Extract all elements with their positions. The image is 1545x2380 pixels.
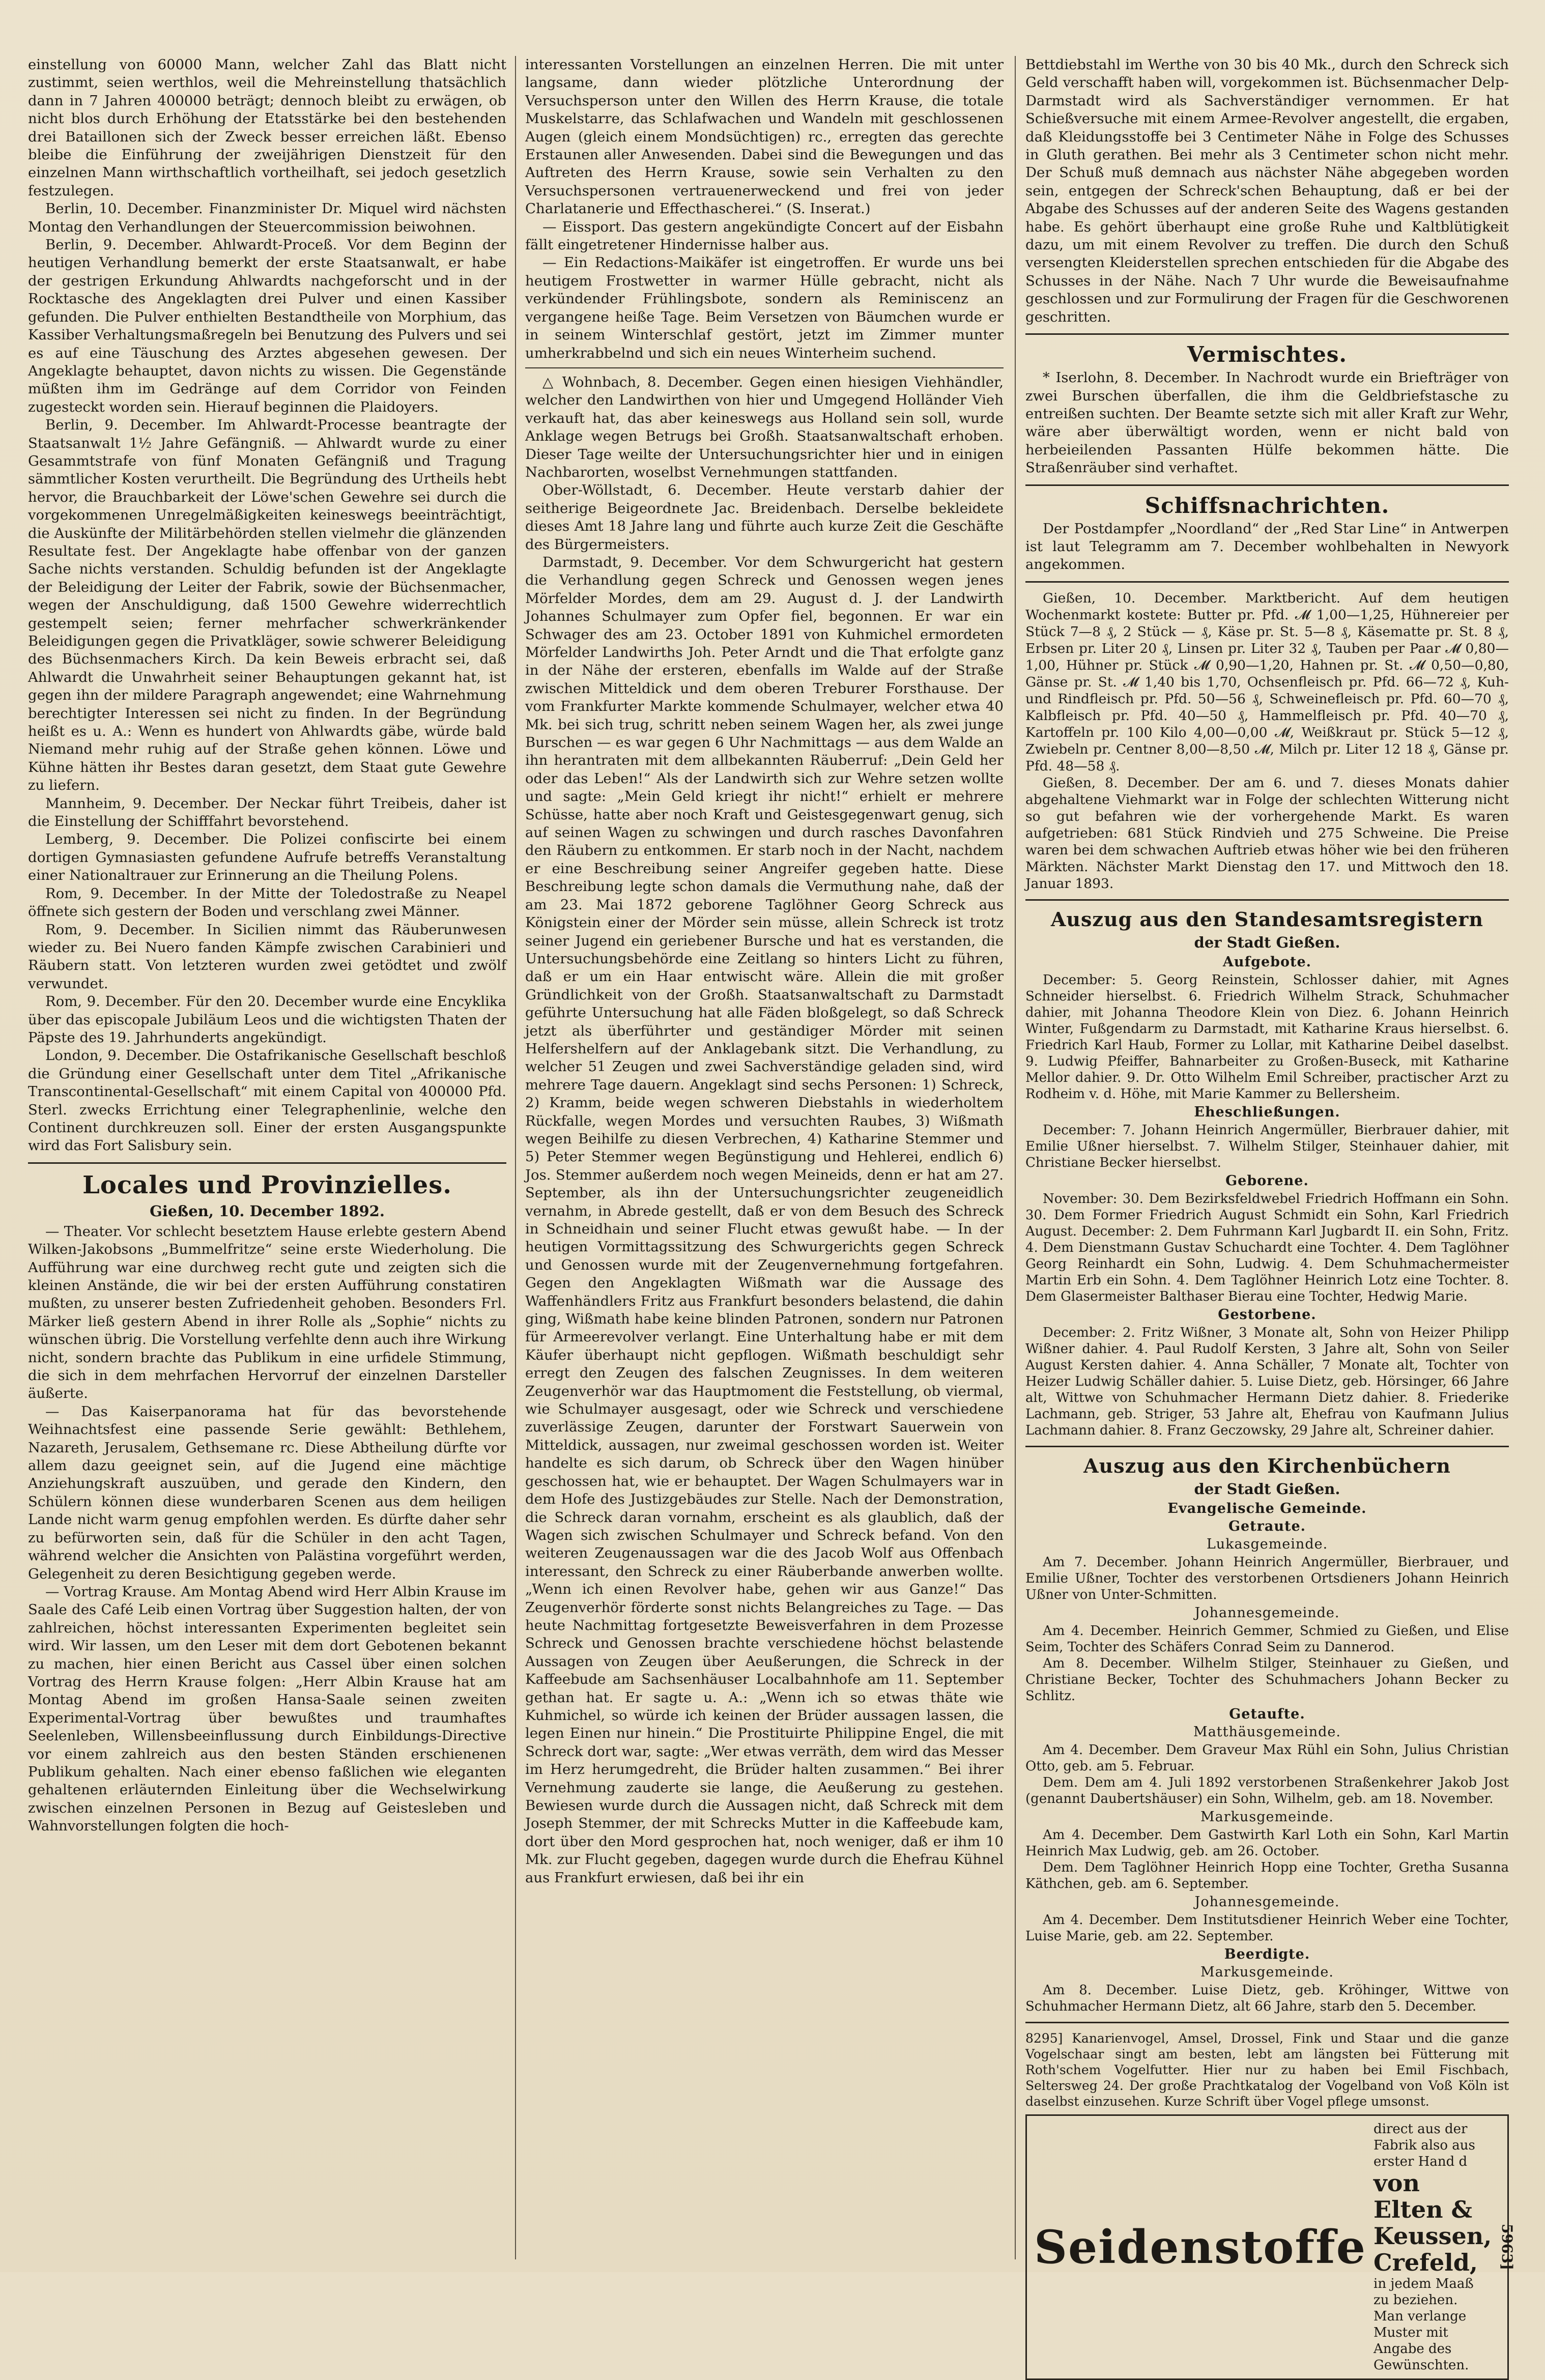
section-title-locales: Locales und Provinzielles. — [82, 1170, 452, 1199]
news-iserlohn: * Iserlohn, 8. December. In Nachrodt wurde ein Briefträger von zwei Burschen überfallen, die ihm die Geldbriefstasche zu entreißen suchten. Der Beamte setzte sich mit aller Kraft zur Wehr, wäre aber überwältigt worden, wenn er nicht bald von herbeieilenden Passanten Hülfe bekommen hätte. Die Straßenräuber sind verhaftet. — [1025, 369, 1509, 476]
section-divider — [1025, 581, 1509, 583]
heading-markusgemeinde: Markusgemeinde. — [1200, 1964, 1334, 1980]
kirch-entry: Am 4. December. Heinrich Gemmer, Schmied zu Gießen, und Elise Seim, Tochter des Schäfers Conrad Seim zu Dannerod. — [1025, 1623, 1509, 1655]
heading-getraute: Getraute. — [1228, 1518, 1306, 1534]
news-ober-woellstadt: Ober-Wöllstadt, 6. December. Heute verstarb dahier der seitherige Beigeordnete Jac. Breidenbach. Derselbe bekleidete dieses Amt 18 Jahre lang und führte auch kurze Zeit die Geschäfte des Bürgermeisters. — [525, 482, 1004, 553]
heading-getaufte: Getaufte. — [1229, 1706, 1305, 1722]
news-rom-2: Rom, 9. December. In Sicilien nimmt das Räuberunwesen wieder zu. Bei Nuero fanden Kämpfe zwischen Carabinieri und Räubern statt. Von letzteren wurden zwei getödtet und zwölf verwundet. — [28, 921, 506, 992]
dateline: Gießen, 10. December 1892. — [150, 1202, 385, 1220]
column-left — [28, 56, 506, 1836]
heading-eheschliessungen: Eheschließungen. — [1194, 1104, 1340, 1120]
kirch-entry: Am 4. December. Dem Gastwirth Karl Loth ein Sohn, Karl Martin Heinrich Max Ludwig, geb. am 26. October. — [1025, 1827, 1509, 1859]
heading-johannesgemeinde: Johannesgemeinde. — [1194, 1894, 1340, 1910]
kirch-entry: Dem. Dem am 4. Juli 1892 verstorbenen Straßenkehrer Jakob Jost (genannt Daubertshäuser) ein Sohn, Wilhelm, geb. am 18. November. — [1025, 1774, 1509, 1806]
news-maikaefer: — Ein Redactions-Maikäfer ist eingetroffen. Er wurde uns bei heutigem Frostwetter in warmer Hülle gebracht, nicht als verkündender Frühlingsbote, sondern als Reminiscenz an vergangene heiße Tage. Beim Versetzen von Bäumchen wurde er in seinem Winterschlaf gestört, jetzt im Zimmer munter umherkrabbelnd und sich ein neues Winterheim suchend. — [525, 254, 1004, 361]
article-paragraph: Bettdiebstahl im Werthe von 30 bis 40 Mk., durch den Schreck sich Geld verschafft haben will, vorgekommen ist. Büchsenmacher Delp-Darmstadt wird als Sachverständiger vernommen. Er hat Schießversuche mit einem Armee-Revolver angestellt, die ergaben, daß Kleidungsstoffe bei 3 Centimeter Nähe in Folge des Schusses in Gluth gerathen. Bei mehr als 3 Centimeter schon nicht mehr. Der Schuß muß demnach aus nächster Nähe abgegeben worden sein, entgegen der Schreck'schen Behauptung, daß er bei der Abgabe des Schusses auf der anderen Seite des Wagens gestanden habe. Es gehört überhaupt eine große Ruhe und Kaltblütigkeit dazu, um mit einem Revolver zu treffen. Die durch den Schuß versengten Kleiderstellen sprechen entschieden für die Abgabe des Schusses in der Nähe. Nach 7 Uhr wurde die Beweisaufnahme geschlossen und zur Formulirung der Fragen für die Geschworenen geschritten. — [1025, 56, 1509, 325]
subtitle: der Stadt Gießen. — [1194, 933, 1340, 951]
news-wohnbach: △ Wohnbach, 8. December. Gegen einen hiesigen Viehhändler, welcher den Landwirthen von hier und Umgegend Holländer Vieh verkauft hat, das aber keineswegs aus Holland sein soll, wurde Anklage wegen Betrugs bei Großh. Staatsanwaltschaft erhoben. Dieser Tage weilte der Untersuchungsrichter hier und in einigen Nachbarorten, woselbst Vernehmungen stattfanden. — [525, 374, 1004, 480]
divider — [525, 367, 1004, 368]
heading-beerdigte: Beerdigte. — [1224, 1946, 1310, 1962]
heading-gestorbene: Gestorbene. — [1218, 1306, 1317, 1323]
news-schiff: Der Postdampfer „Noordland“ der „Red Star Line“ in Antwerpen ist laut Telegramm am 7. December wohlbehalten in Newyork angekommen. — [1025, 520, 1509, 573]
heading-matthaeusgemeinde: Matthäusgemeinde. — [1193, 1724, 1341, 1740]
news-rom-3: Rom, 9. December. Für den 20. December wurde eine Encyklika über das episcopale Jubiläum Leos und die wichtigsten Thaten der Päpste des 19. Jahrhunderts angekündigt. — [28, 993, 506, 1046]
news-mannheim: Mannheim, 9. December. Der Neckar führt Treibeis, daher ist die Einstellung der Schifffahrt bevorstehend. — [28, 795, 506, 830]
eheschliessungen-list: December: 7. Johann Heinrich Angermüller, Bierbrauer dahier, mit Emilie Ußner hierselbst. 7. Wilhelm Stilger, Steinhauer dahier, mit Christiane Becker hierselbst. — [1025, 1122, 1509, 1170]
column-right — [1025, 56, 1516, 2380]
news-london: London, 9. December. Die Ostafrikanische Gesellschaft beschloß die Gründung einer Gesellschaft unter dem Titel „Afrikanische Transcontinental-Gesellschaft“ mit einem Capital von 400000 Pfd. Sterl. zwecks Errichtung einer Telegraphenlinie, welche den Continent durchkreuzen soll. Einer der ersten Ausgangspunkte wird das Fort Salisbury sein. — [28, 1047, 506, 1154]
ad-number: 5963] — [1499, 2224, 1516, 2271]
news-vortrag-krause: — Vortrag Krause. Am Montag Abend wird Herr Albin Krause im Saale des Café Leib einen Vortrag über Suggestion halten, der von zahlreichen, höchst interessanten Experimenten begleitet sein wird. Wir lassen, um den Leser mit dem dort Gebotenen bekannt zu machen, hier einen Bericht aus Cassel über einen solchen Vortrag des Herrn Krause folgen: „Herr Albin Krause hat am Montag Abend im großen Hansa-Saale seinen zweiten Experimental-Vortrag über bewußtes und traumhaftes Seelenleben, Willensbeeinflussung durch Einbildungs-Directive vor einem zahlreich aus den besten Ständen erschienenen Publikum gehalten. Nach einer ebenso faßlichen wie eleganten gehaltenen erläuternden Einleitung über die Wechselwirkung zwischen einzelnen Personen in Bezug auf Geistesleben und Wahnvorstellungen folgten die hoch- — [28, 1583, 506, 1834]
aufgebote-list: December: 5. Georg Reinstein, Schlosser dahier, mit Agnes Schneider hierselbst. 6. Friedrich Wilhelm Strack, Schuhmacher dahier, mit Johanna Theodore Klein von Diez. 6. Johann Heinrich Winter, Fußgendarm zu Darmstadt, mit Katharine Kraus hierselbst. 6. Friedrich Karl Haub, Former zu Lollar, mit Katharine Deibel daselbst. 9. Ludwig Pfeiffer, Bahnarbeiter zu Großen-Buseck, mit Katharine Mellor dahier. 9. Dr. Otto Wilhelm Emil Schreiber, practischer Arzt zu Rodheim v. d. Höhe, mit Marie Kammer zu Bellersheim. — [1025, 972, 1509, 1102]
section-divider — [28, 1162, 506, 1164]
section-divider — [1025, 899, 1509, 901]
kirch-entry: Am 7. December. Johann Heinrich Angermüller, Bierbrauer, und Emilie Ußner, Tochter des verstorbenen Ortsdieners Johann Heinrich Ußner von Unter-Schmitten. — [1025, 1554, 1509, 1602]
news-lemberg: Lemberg, 9. December. Die Polizei confiscirte bei einem dortigen Gymnasiasten gefundene Aufrufe betreffs Veranstaltung einer Nationaltrauer zur Erinnerung an die Theilung Polens. — [28, 831, 506, 884]
section-divider — [1025, 484, 1509, 486]
geborene-list: November: 30. Dem Bezirksfeldwebel Friedrich Hoffmann ein Sohn. 30. Dem Former Friedrich August Schmidt ein Sohn, Karl Friedrich August. December: 2. Dem Fuhrmann Karl Jugbardt II. ein Sohn, Fritz. 4. Dem Dienstmann Gustav Schuchardt eine Tochter. 4. Dem Taglöhner Georg Reinhardt ein Sohn, Ludwig. 4. Dem Schuhmachermeister Martin Erb ein Sohn. 4. Dem Taglöhner Heinrich Lotz eine Tochter. 8. Dem Glasermeister Balthaser Bierau eine Tochter, Hedwig Marie. — [1025, 1191, 1509, 1304]
ad-firm: von Elten & Keussen, Crefeld, — [1374, 2169, 1492, 2276]
heading-johannesgemeinde: Johannesgemeinde. — [1194, 1604, 1340, 1621]
gestorbene-list: December: 2. Fritz Wißner, 3 Monate alt, Sohn von Heizer Philipp Wißner dahier. 4. Paul Rudolf Kersten, 3 Jahre alt, Sohn von Seiler August Kersten dahier. 4. Anna Schäller, 7 Monate alt, Tochter von Heizer Ludwig Schäller dahier. 5. Luise Dietz, geb. Hörsinger, 66 Jahre alt, Wittwe von Schuhmacher Hermann Dietz dahier. 8. Friederike Lachmann, geb. Striger, 53 Jahre alt, Ehefrau von Kaufmann Julius Lachmann dahier. 8. Franz Geczowsky, 29 Jahre alt, Schreiner dahier. — [1025, 1325, 1509, 1438]
column-rule — [1015, 56, 1016, 2259]
section-divider — [1025, 333, 1509, 335]
inserat-vogelfutter: 8295] Kanarienvogel, Amsel, Drossel, Fink und Staar und die ganze Vogelschaar singt am besten, lebt am längsten bei Fütterung mit Roth'schem Vogelfutter. Hier nur zu haben bei Emil Fischbach, Seltersweg 24. Der große Prachtkatalog der Vogelband von Voß Köln ist daselbst einzusehen. Kurze Schrift über Vogel pflege umsonst. — [1025, 2030, 1509, 2109]
kirch-entry: Dem. Dem Taglöhner Heinrich Hopp eine Tochter, Gretha Susanna Käthchen, geb. am 6. September. — [1025, 1859, 1509, 1891]
section-title-standesamt: Auszug aus den Standesamtsregistern — [1050, 907, 1484, 931]
column-middle — [525, 56, 1004, 1887]
kirch-entry: Am 8. December. Luise Dietz, geb. Kröhinger, Wittwe von Schuhmacher Hermann Dietz, alt 66 Jahre, starb den 5. December. — [1025, 1982, 1509, 2014]
news-rom-1: Rom, 9. December. In der Mitte der Toledostraße zu Neapel öffnete sich gestern der Boden und verschlang zwei Männer. — [28, 885, 506, 920]
heading-evangelische-gemeinde: Evangelische Gemeinde. — [1167, 1500, 1367, 1516]
article-paragraph: einstellung von 60000 Mann, welcher Zahl das Blatt nicht zustimmt, seien werthlos, weil die Mehreinstellung thatsächlich dann in 7 Jahren 400000 beträgt; dennoch bleibt zu erwägen, ob nicht blos durch Erhöhung der Etatsstärke bei den bestehenden drei Bataillonen sich der Zweck besser erreichen läßt. Ebenso bleibe die Einführung der zweijährigen Dienstzeit für den einzelnen Mann wirthschaftlich vortheilhaft, sei jedoch gesetzlich festzulegen. — [28, 56, 506, 199]
viehmarkt: Gießen, 8. December. Der am 6. und 7. dieses Monats dahier abgehaltene Viehmarkt war in Folge der schlechten Witterung nicht so gut befahren wie der vorhergehende Markt. Es waren aufgetrieben: 681 Stück Rindvieh und 275 Schweine. Die Preise waren bei dem schwachen Auftrieb etwas höher wie bei den früheren Märkten. Nächster Markt Dienstag den 17. und Mittwoch den 18. Januar 1893. — [1025, 775, 1509, 892]
news-eissport: — Eissport. Das gestern angekündigte Concert auf der Eisbahn fällt eingetretener Hindernisse halber aus. — [525, 218, 1004, 253]
heading-markusgemeinde: Markusgemeinde. — [1200, 1809, 1334, 1825]
news-kaiserpanorama: — Das Kaiserpanorama hat für das bevorstehende Weihnachtsfest eine passende Serie gewählt: Bethlehem, Nazareth, Jerusalem, Gethsemane rc. Diese Abtheilung dürfte vor allem dazu geeignet sein, auf die Jugend eine mächtige Anziehungskraft auszuüben, und gerade den Kindern, den Schülern können diese wunderbaren Scenen aus dem heiligen Lande nicht warm genug empfohlen werden. Es dürfte daher sehr zu befürworten sein, daß für die Schüler in den acht Tagen, während welcher die Ansichten von Palästina vorgeführt werden, Gelegenheit zu deren Besichtigung gegeben werde. — [28, 1403, 506, 1582]
column-rule — [515, 56, 516, 2259]
news-darmstadt: Darmstadt, 9. December. Vor dem Schwurgericht hat gestern die Verhandlung gegen Schreck und Genossen wegen jenes Mörfelder Mordes, dem am 29. August d. J. der Landwirth Johannes Schulmayer zum Opfer fiel, begonnen. Er war ein Schwager des am 23. October 1891 von Kuhmichel ermordeten Mörfelder Landwirths Joh. Peter Arndt und die That erfolgte ganz in der Nähe der ersteren, ebenfalls im Walde auf der Straße zwischen Mitteldick und dem oberen Treburer Forsthause. Der vom Frankfurter Markte kommende Schulmayer, welcher etwa 40 Mk. bei sich trug, schritt neben seinem Wagen her, als zwei junge Burschen — es war gegen 6 Uhr Nachmittags — aus dem Walde an ihn herantraten mit dem allbekannten Räuberruf: „Dein Geld her oder das Leben!“ Als der Landwirth sich zur Wehre setzen wollte und sagte: „Mein Geld kriegt ihr nicht!“ erhielt er mehrere Schüsse, hatte aber noch Kraft und Geistesgegenwart genug, sich auf seinen Wagen zu schwingen und durch rasches Davonfahren den Räubern zu entkommen. Er starb noch in der Nacht, nachdem er eine Beschreibung seiner Angreifer gegeben hatte. Diese Beschreibung legte schon damals die Vermuthung nahe, daß der am 23. Mai 1872 geborene Taglöhner Georg Schreck aus Königstein einer der Mörder sein müsse, allein Schreck ist trotz seiner Jugend ein geriebener Bursche und hat es verstanden, die Untersuchungsbehörde eine Zeitlang so hinters Licht zu führen, daß er um ein Haar entwischt wäre. Allein die mit großer Gründlichkeit von der Großh. Staatsanwaltschaft zu Darmstadt geführte Untersuchung hat alle Fäden bloßgelegt, so daß Schreck jetzt als überführter und geständiger Mörder mit seinen Helfershelfern auf der Anklagebank sitzt. Die Verhandlung, zu welcher 51 Zeugen und zwei Sachverständige geladen sind, wird mehrere Tage dauern. Angeklagt sind sechs Personen: 1) Schreck, 2) Kramm, beide wegen schweren Diebstahls in wiederholtem Rückfalle, wegen Mordes und versuchten Raubes, 3) Wißmath wegen Beihilfe zu diesen Verbrechen, 4) Katharine Stemmer und 5) Peter Stemmer wegen Begünstigung und Hehlerei, endlich 6) Jos. Stemmer außerdem noch wegen Meineids, denn er hat am 27. September, als ihn der Untersuchungsrichter zeugeneidlich vernahm, in Abrede gestellt, daß er von dem Besuch des Schreck in Schneidhain und seiner Flucht etwas gewußt habe. — In der heutigen Vormittagssitzung des Schwurgerichts gegen Schreck und Genossen wurde mit der Zeugenvernehmung fortgefahren. Gegen den Angeklagten Wißmath war die Aussage des Waffenhändlers Fritz aus Frankfurt besonders belastend, die dahin ging, Wißmath habe keine blinden Patronen, sondern nur Patronen für Armeerevolver verlangt. Eine Unterhaltung habe er mit dem Käufer überhaupt nicht gepflogen. Wißmath beschuldigt sehr erregt den Zeugen des falschen Zeugnisses. In dem weiteren Zeugenverhör war das Hauptmoment die Feststellung, ob viermal, wie Schulmayer ausgesagt, oder wie Schreck und verschiedene zuverlässige Zeugen, darunter der Forstwart Sauerwein von Mitteldick, aussagen, nur zweimal geschossen worden ist. Weiter handelte es sich darum, ob Schreck über den Wagen hinüber geschossen hat, wie er behauptet. Der Wagen Schulmayers war in dem Hofe des Justizgebäudes zur Stelle. Nach der Demonstration, die Schreck daran vornahm, erscheint es als glaublich, daß der Wagen sich zwischen Schulmayer und Schreck befand. Von den weiteren Zeugenaussagen war die des Jacob Wolf aus Offenbach interessant, den Schreck zu einer Räuberbande anwerben wollte. „Wenn ich einen Revolver habe, gehen wir aus Ganze!“ Das Zeugenverhör förderte sonst nichts Belangreiches zu Tage. — Das heute Nachmittag fortgesetzte Beweisverfahren in dem Prozesse Schreck und Genossen brachte verschiedene höchst belastende Aussagen von Zeugen über Aeußerungen, die Schreck in der Kaffeebude am Sachsenhäuser Localbahnhofe am 11. September gethan hat. Er sagte u. A.: „Wenn ich so etwas thäte wie Kuhmichel, so würde ich keinen der Brüder aussagen lassen, die legen Einen nur hinein.“ Die Prostituirte Philippine Engel, die mit Schreck dort war, sagte: „Wer etwas verräth, dem wird das Messer im Herz herumgedreht, die Brüder halten zusammen.“ Bei ihrer Vernehmung zauderte sie lange, die Aeußerung zu gestehen. Bewiesen wurde durch die Aussagen nicht, daß Schreck mit dem Joseph Stemmer, der mit Schrecks Mutter in die Kaffeebude kam, dort über den Mord gesprochen hat, noch weniger, daß er ihm 10 Mk. zur Flucht gegeben, dagegen wurde durch die Ehefrau Kühnel aus Frankfurt erwiesen, daß bei ihr ein — [525, 554, 1004, 1886]
kirch-entry: Am 4. December. Dem Graveur Max Rühl ein Sohn, Julius Christian Otto, geb. am 5. Februar. — [1025, 1742, 1509, 1774]
subtitle: der Stadt Gießen. — [1194, 1480, 1340, 1498]
news-berlin-ahlwardt-2: Berlin, 9. December. Im Ahlwardt-Processe beantragte der Staatsanwalt 1½ Jahre Gefängniß. — Ahlwardt wurde zu einer Gesammtstrafe von fünf Monaten Gefängniß und Tragung sämmtlicher Kosten verurtheilt. Die Begründung des Urtheils hebt hervor, die Brauchbarkeit der Löwe'schen Gewehre sei durch die vorgekommenen Unregelmäßigkeiten keineswegs beeinträchtigt, die Auskünfte der Militärbehörden stellen vielmehr die glänzenden Resultate fest. Der Angeklagte habe offenbar von der ganzen Sache nichts verstanden. Schuldig befunden ist der Angeklagte der Beleidigung der Leiter der Fabrik, sowie der Büchsenmacher, wegen der Anschuldigung, daß 1500 Gewehre widerrechtlich gestempelt seien; ferner mehrfacher schwerkränkender Beleidigungen gegen die Privatkläger, sowie schwerer Beleidigung des Büchsenmachers Kirch. Da kein Beweis erbracht sei, daß Ahlwardt die Unwahrheit seiner Behauptungen gekannt hat, ist gegen ihn der mildere Paragraph angewendet; eine Wahrnehmung berechtigter Interessen sei nicht zu finden. In der Begründung heißt es u. A.: Wenn es hundert von Ahlwardts gäbe, würde bald Niemand mehr ruhig auf der Straße gehen können. Löwe und Kühne hätten ihr Bestes daran gesetzt, dem Staat gute Gewehre zu liefern. — [28, 417, 506, 794]
advertisement-seidenstoffe — [1025, 2114, 1516, 2380]
kirch-entry: Am 8. December. Wilhelm Stilger, Steinhauer zu Gießen, und Christiane Becker, Tochter des Schuhmachers Johann Becker zu Schlitz. — [1025, 1655, 1509, 1704]
heading-lukasgemeinde: Lukasgemeinde. — [1206, 1536, 1328, 1552]
section-divider — [1025, 2022, 1509, 2023]
heading-geborene: Geborene. — [1225, 1172, 1309, 1189]
ad-line: in jedem Maaß zu beziehen. Man verlange Muster mit Angabe des Gewünschten. — [1374, 2276, 1474, 2373]
article-paragraph: interessanten Vorstellungen an einzelnen Herren. Die mit unter langsame, dann wieder plötzliche Unterordnung der Versuchsperson unter den Willen des Herrn Krause, die totale Muskelstarre, das Schlafwachen und Wandeln mit geschlossenen Augen (gleich einem Mondsüchtigen) rc., erregten das gerechte Erstaunen aller Anwesenden. Dabei sind die Bewegungen und das Auftreten des Herrn Krause, sowie sein Verhalten zu den Versuchspersonen vertrauenerweckend und frei von jeder Charlatanerie und Effecthascherei.“ (S. Inserat.) — [525, 56, 1004, 217]
kirch-entry: Am 4. December. Dem Institutsdiener Heinrich Weber eine Tochter, Luise Marie, geb. am 22. September. — [1025, 1912, 1509, 1944]
section-divider — [1025, 1446, 1509, 1447]
ad-headline: Seidenstoffe — [1034, 2220, 1367, 2274]
news-theater: — Theater. Vor schlecht besetztem Hause erlebte gestern Abend Wilken-Jakobsons „Bummelfritze“ seine erste Wiederholung. Die Aufführung war eine durchweg recht gute und zeigten sich die kleinen Anstände, die wir bei der ersten Aufführung constatiren mußten, zu unserer besten Zufriedenheit gehoben. Besonders Frl. Märker ließ gestern Abend in ihrer Rolle als „Sophie“ nichts zu wünschen übrig. Die Vorstellung verfehlte denn auch ihre Wirkung nicht, sondern brachte das Publikum in eine urfidele Stimmung, die sich in dem mehrfachen Hervorruf der einzelnen Darsteller äußerte. — [28, 1223, 506, 1402]
heading-aufgebote: Aufgebote. — [1222, 954, 1312, 970]
ad-line: direct aus der Fabrik also aus erster Hand d — [1374, 2121, 1475, 2169]
section-title-vermischtes: Vermischtes. — [1187, 342, 1348, 367]
marktbericht: Gießen, 10. December. Marktbericht. Auf dem heutigen Wochenmarkt kostete: Butter pr. Pfd. 𝓜 1,00—1,25, Hühnereier per Stück 7—8 ₰, 2 Stück — ₰, Käse pr. St. 5—8 ₰, Käsematte pr. St. 8 ₰, Erbsen pr. Liter 20 ₰, Linsen pr. Liter 32 ₰, Tauben per Paar 𝓜 0,80—1,00, Hühner pr. Stück 𝓜 0,90—1,20, Hahnen pr. St. 𝓜 0,50—0,80, Gänse pr. St. 𝓜 1,40 bis 1,70, Ochsenfleisch pr. Pfd. 66—72 ₰, Kuh- und Rindfleisch pr. Pfd. 50—56 ₰, Schweinefleisch pr. Pfd. 60—70 ₰, Kalbfleisch pr. Pfd. 40—50 ₰, Hammelfleisch pr. Pfd. 40—70 ₰, Kartoffeln pr. 100 Kilo 4,00—0,00 𝓜, Weißkraut pr. Stück 5—12 ₰, Zwiebeln pr. Centner 8,00—8,50 𝓜, Milch pr. Liter 12 18 ₰, Gänse pr. Pfd. 48—58 ₰. — [1025, 590, 1509, 774]
news-berlin-ahlwardt-1: Berlin, 9. December. Ahlwardt-Proceß. Vor dem Beginn der heutigen Verhandlung bemerkt der erste Staatsanwalt, er habe der gestrigen Erkundung Ahlwardts nachgeforscht und in der Rocktasche des Angeklagten drei Pulver und einen Kassiber gefunden. Die Pulver enthielten Bestandtheile von Morphium, das Kassiber Verhaltungsmaßregeln bei Benutzung des Pulvers und sei es auf eine Täuschung des Arztes abgesehen gewesen. Der Angeklagte behauptet, davon nichts zu wissen. Die Gegenstände müßten ihm im Gedränge auf dem Corridor von Feinden zugesteckt worden sein. Hierauf beginnen die Plaidoyers. — [28, 237, 506, 415]
section-title-schiffsnachrichten: Schiffsnachrichten. — [1145, 493, 1390, 518]
section-title-kirchenbuecher: Auszug aus den Kirchenbüchern — [1083, 1454, 1451, 1477]
news-berlin-miquel: Berlin, 10. December. Finanzminister Dr. Miquel wird nächsten Montag den Verhandlungen der Steuercommission beiwohnen. — [28, 200, 506, 235]
